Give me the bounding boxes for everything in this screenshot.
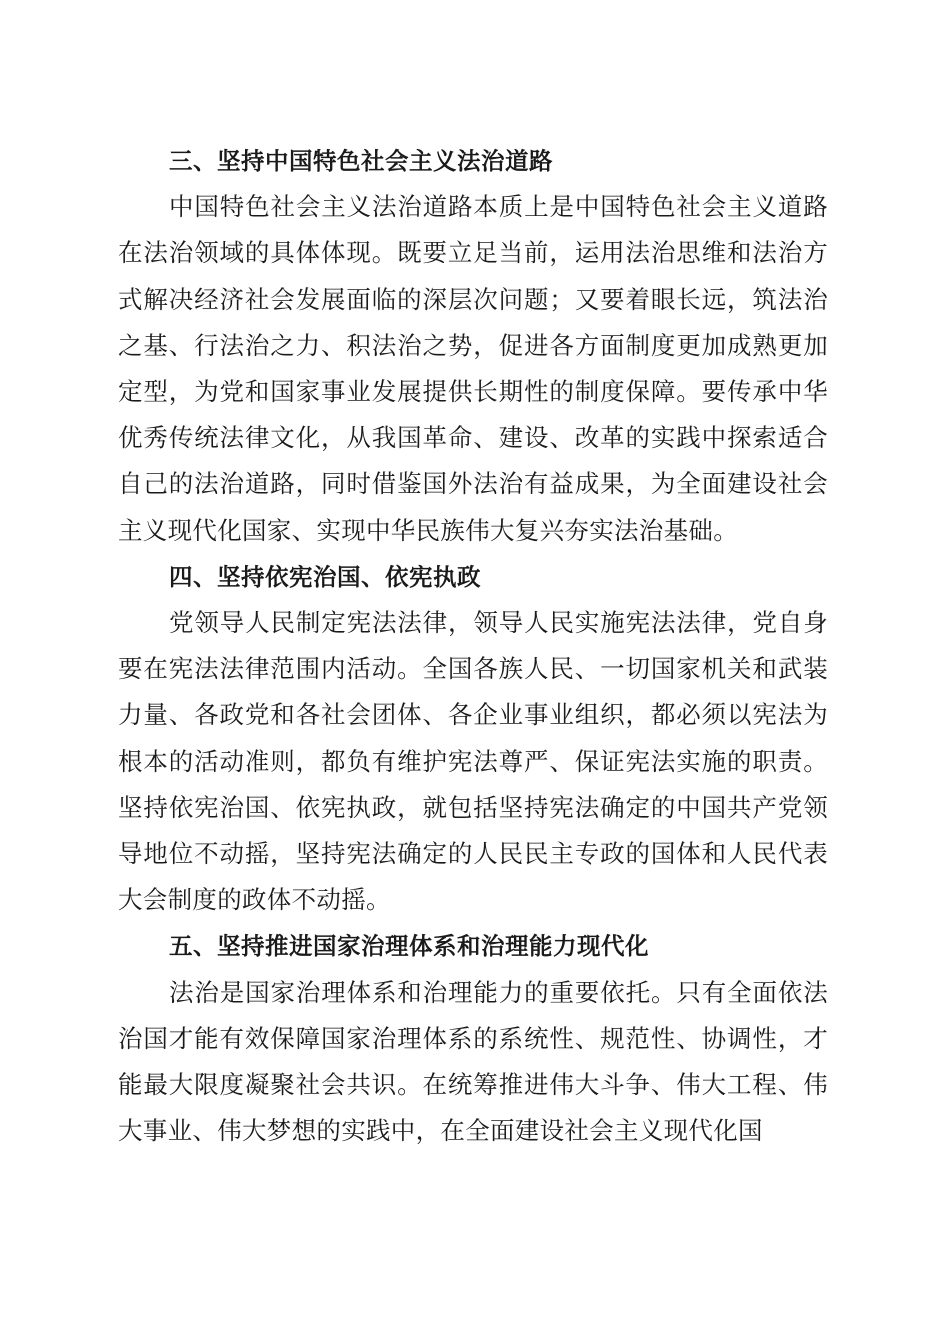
- section-4-heading: 四、坚持依宪治国、依宪执政: [169, 562, 481, 591]
- document-body: [118, 138, 828, 1154]
- section-5-paragraph: 法治是国家治理体系和治理能力的重要依托。只有全面依法治国才能有效保障国家治理体系的系统性、规范性、协调性，才能最大限度凝聚社会共识。在统筹推进伟大斗争、伟大工程、伟大事业、伟大梦想的实践中，在全面建设社会主义现代化国: [118, 977, 828, 1146]
- section-5-heading: 五、坚持推进国家治理体系和治理能力现代化: [169, 932, 649, 961]
- section-3-paragraph: 中国特色社会主义法治道路本质上是中国特色社会主义道路在法治领域的具体体现。既要立足当前，运用法治思维和法治方式解决经济社会发展面临的深层次问题；又要着眼长远，筑法治之基、行法治之力、积法治之势，促进各方面制度更加成熟更加定型，为党和国家事业发展提供长期性的制度保障。要传承中华优秀传统法律文化，从我国革命、建设、改革的实践中探索适合自己的法治道路，同时借鉴国外法治有益成果，为全面建设社会主义现代化国家、实现中华民族伟大复兴夯实法治基础。: [118, 192, 828, 545]
- section-4-paragraph: 党领导人民制定宪法法律，领导人民实施宪法法律，党自身要在宪法法律范围内活动。全国各族人民、一切国家机关和武装力量、各政党和各社会团体、各企业事业组织，都必须以宪法为根本的活动准则，都负有维护宪法尊严、保证宪法实施的职责。坚持依宪治国、依宪执政，就包括坚持宪法确定的中国共产党领导地位不动摇，坚持宪法确定的人民民主专政的国体和人民代表大会制度的政体不动摇。: [118, 608, 828, 915]
- section-3-heading: 三、坚持中国特色社会主义法治道路: [169, 147, 553, 175]
